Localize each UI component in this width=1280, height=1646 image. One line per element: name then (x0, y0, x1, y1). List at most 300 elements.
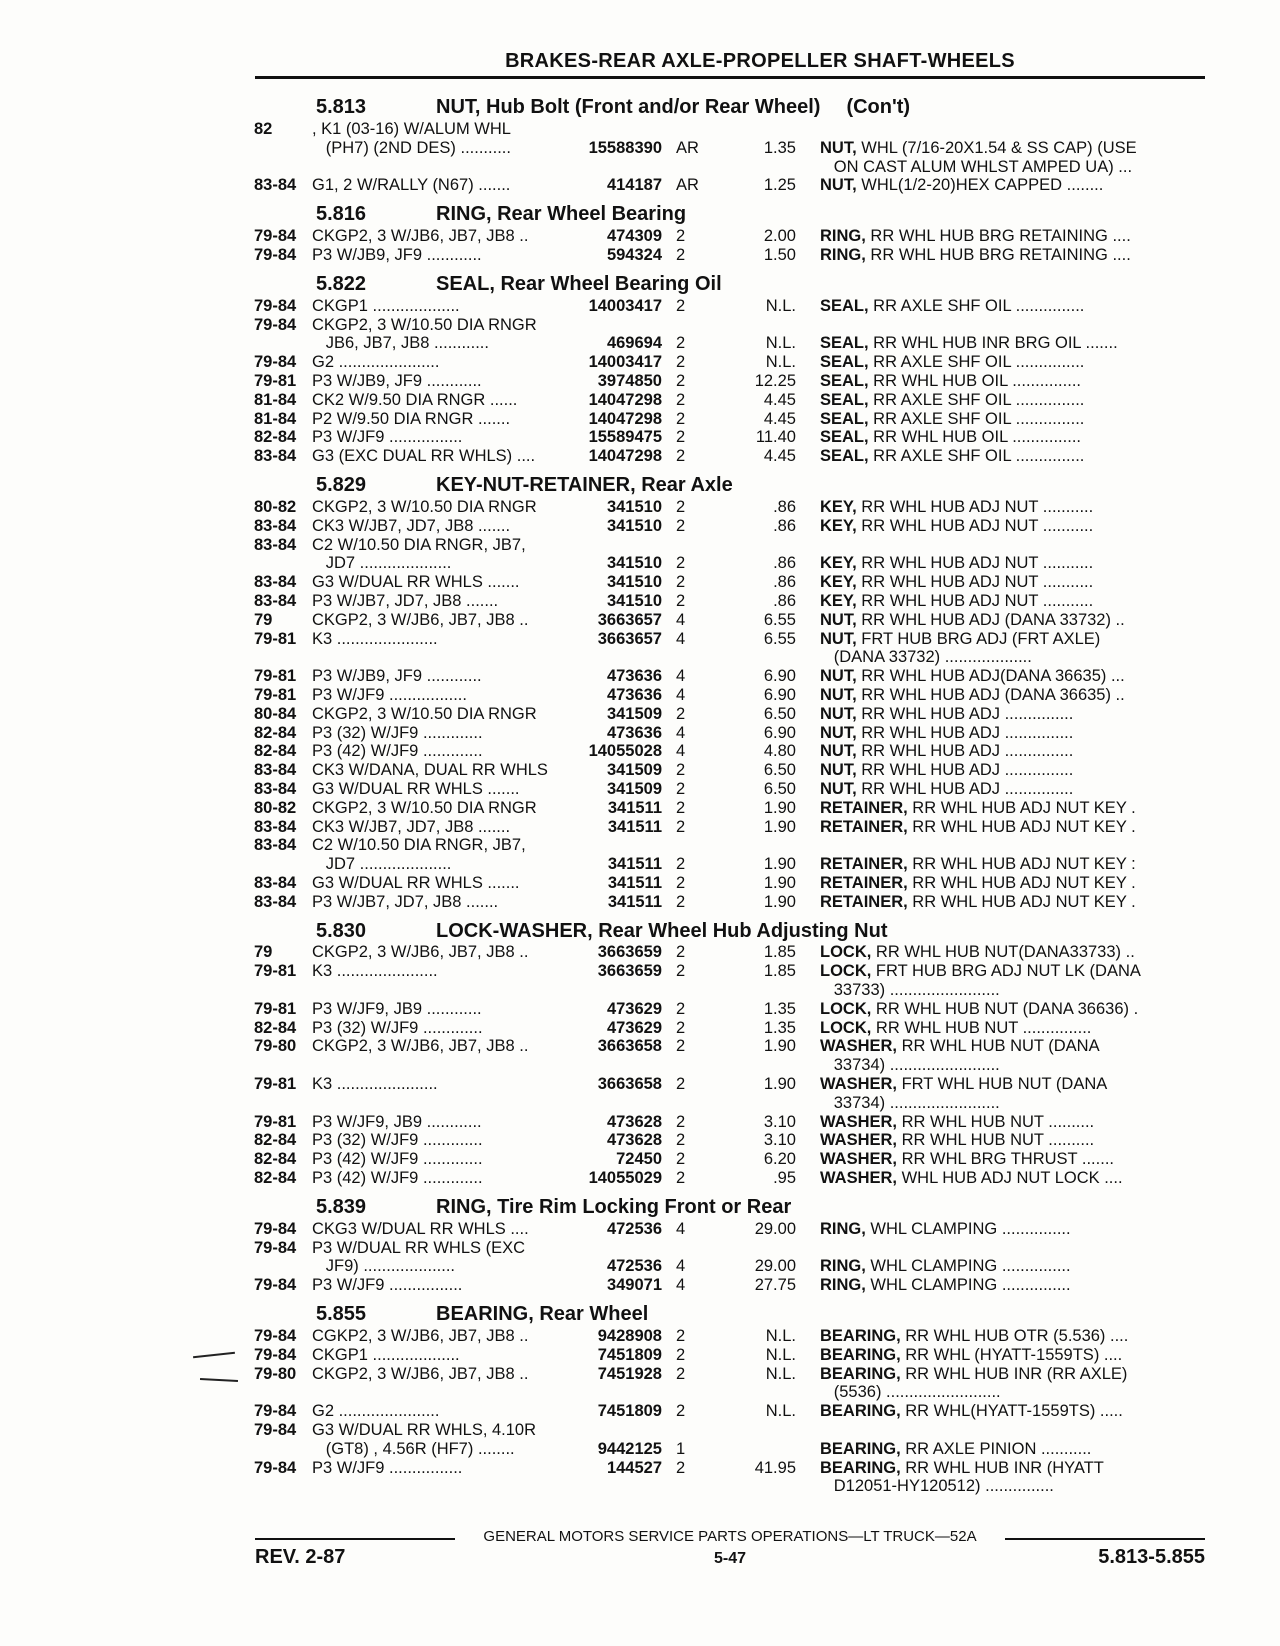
quantity: 2 (676, 409, 686, 428)
part-name (796, 705, 1210, 724)
model-years: 79-80 (254, 1037, 297, 1056)
part-number: 3663659 (597, 943, 662, 962)
section-code: 5.813 (316, 96, 367, 119)
part-name-keyword: BEARING, (820, 1327, 901, 1346)
part-name-keyword: NUT, (820, 779, 857, 798)
price: 1.85 (763, 943, 796, 962)
model-years: 79-84 (254, 227, 297, 246)
application: CKGP2, 3 W/JB6, JB7, JB8 .. (312, 227, 529, 246)
part-number: 472536 (606, 1219, 662, 1238)
part-name-detail: RR WHL (HYATT-1559TS) .... (900, 1345, 1123, 1364)
quantity: 2 (676, 497, 686, 516)
application: P3 W/JF9 ................ (312, 428, 463, 447)
part-number: 3974850 (597, 371, 662, 390)
quantity: 2 (676, 962, 686, 981)
price: 1.90 (763, 892, 796, 911)
part-name-detail: RR WHL HUB ADJ (DANA 36635) .. (856, 685, 1125, 704)
section-code: 5.822 (316, 272, 367, 295)
section-title: RING, Rear Wheel Bearing (436, 203, 687, 226)
parts-row (254, 799, 1210, 818)
application: P2 W/9.50 DIA RNGR ....... (312, 409, 511, 428)
model-years: 79-84 (254, 1327, 297, 1346)
part-name-keyword: BEARING, (820, 1458, 901, 1477)
model-years: 79-84 (254, 1238, 297, 1257)
quantity: 2 (676, 1112, 686, 1131)
parts-row (254, 630, 1210, 649)
application: P3 W/JF9, JB9 ............ (312, 999, 482, 1018)
part-name-keyword: BEARING, (820, 1345, 901, 1364)
application: JB6, JB7, JB8 ............ (312, 334, 489, 353)
part-number: 14003417 (588, 296, 662, 315)
part-name (796, 1440, 1210, 1459)
application: CKGP2, 3 W/JB6, JB7, JB8 .. (312, 610, 529, 629)
part-name (796, 724, 1210, 743)
part-name (796, 1131, 1210, 1150)
revision-label: REV. 2-87 (255, 1546, 346, 1568)
parts-row (254, 139, 1210, 158)
part-name-detail: 33734) ........................ (820, 1093, 1000, 1112)
model-years: 83-84 (254, 516, 297, 535)
part-number: 3663659 (597, 962, 662, 981)
part-name (796, 428, 1210, 447)
part-number: 3663658 (597, 1075, 662, 1094)
price: 41.95 (754, 1458, 796, 1477)
parts-row (254, 1327, 1210, 1346)
parts-row (254, 498, 1210, 517)
application: P3 W/JB7, JD7, JB8 ....... (312, 892, 499, 911)
part-number: 473629 (606, 1018, 662, 1037)
model-years: 79-84 (254, 1276, 297, 1295)
part-name-detail: RR AXLE SHF OIL ............... (868, 409, 1085, 428)
parts-row (254, 1239, 1210, 1258)
part-name-keyword: NUT, (820, 176, 857, 195)
quantity: 2 (676, 943, 686, 962)
application: P3 (42) W/JF9 ............. (312, 1150, 483, 1169)
part-name-keyword: BEARING, (820, 1439, 901, 1458)
price: 4.45 (763, 390, 796, 409)
quantity: 2 (676, 447, 686, 466)
model-years: 79-84 (254, 1402, 297, 1421)
part-name-keyword: NUT, (820, 685, 857, 704)
price: 2.00 (763, 227, 796, 246)
model-years: 83-84 (254, 591, 297, 610)
part-name-keyword: NUT, (820, 629, 857, 648)
model-years: 79-81 (254, 1075, 297, 1094)
parts-row (254, 1075, 1210, 1094)
part-name-keyword: KEY, (820, 554, 857, 573)
part-name (796, 297, 1210, 316)
part-number: 472536 (606, 1257, 662, 1276)
price: 1.90 (763, 873, 796, 892)
parts-row (254, 761, 1210, 780)
parts-row (254, 1346, 1210, 1365)
part-name (796, 372, 1210, 391)
parts-row (254, 1019, 1210, 1038)
quantity: 2 (676, 817, 686, 836)
part-name-detail: RR WHL HUB ADJ(DANA 36635) ... (856, 667, 1125, 686)
parts-row (254, 943, 1210, 962)
application: P3 W/DUAL RR WHLS (EXC (312, 1238, 526, 1257)
part-name-detail: RR WHL HUB ADJ NUT KEY . (907, 873, 1136, 892)
price: 4.45 (763, 409, 796, 428)
price: .86 (773, 497, 796, 516)
part-name-detail: RR WHL HUB OIL ............... (868, 371, 1081, 390)
price: 1.90 (763, 1037, 796, 1056)
part-name-keyword: RING, (820, 1219, 866, 1238)
quantity: 2 (676, 516, 686, 535)
parts-row (254, 246, 1210, 265)
part-name-detail: RR WHL HUB NUT .......... (897, 1131, 1095, 1150)
section-heading (254, 1295, 1210, 1327)
parts-row (254, 1037, 1210, 1056)
part-name (796, 573, 1210, 592)
parts-row (254, 536, 1210, 555)
section-title: BEARING, Rear Wheel (436, 1303, 649, 1326)
part-name-keyword: NUT, (820, 610, 857, 629)
section-title: NUT, Hub Bolt (Front and/or Rear Wheel) (436, 96, 821, 119)
part-name-detail: RR WHL HUB ADJ ............... (856, 704, 1074, 723)
application: P3 (42) W/JF9 ............. (312, 742, 483, 761)
part-number: 9428908 (597, 1327, 662, 1346)
quantity: 2 (676, 1402, 686, 1421)
part-name (796, 1000, 1210, 1019)
part-number: 7451809 (597, 1345, 662, 1364)
part-number: 3663657 (597, 629, 662, 648)
part-name (796, 630, 1210, 649)
price: N.L. (765, 334, 796, 353)
section-title: SEAL, Rear Wheel Bearing Oil (436, 272, 722, 295)
part-number: 14055029 (588, 1169, 662, 1188)
model-years: 82 (254, 120, 273, 138)
part-name (796, 158, 1210, 177)
application: CKGP2, 3 W/10.50 DIA RNGR (312, 798, 537, 817)
application: JD7 .................... (312, 554, 452, 573)
application: P3 (32) W/JF9 ............. (312, 1018, 483, 1037)
parts-row (254, 1459, 1210, 1478)
part-name-detail: (5536) ......................... (820, 1383, 1001, 1402)
model-years: 82-84 (254, 1169, 297, 1188)
application: G1, 2 W/RALLY (N67) ....... (312, 176, 511, 195)
quantity: 4 (676, 629, 686, 648)
parts-row (254, 1169, 1210, 1188)
part-name-keyword: RING, (820, 1257, 866, 1276)
parts-row (254, 1131, 1210, 1150)
part-name (796, 353, 1210, 372)
price: 1.35 (763, 999, 796, 1018)
application: CKGP2, 3 W/JB6, JB7, JB8 .. (312, 1037, 529, 1056)
price: 4.45 (763, 447, 796, 466)
application: JF9) .................... (312, 1257, 456, 1276)
part-name-keyword: NUT, (820, 723, 857, 742)
part-name (796, 410, 1210, 429)
quantity: 2 (676, 428, 686, 447)
part-name-keyword: SEAL, (820, 409, 869, 428)
part-name-detail: RR AXLE SHF OIL ............... (868, 353, 1085, 372)
section-heading (254, 466, 1210, 498)
part-name (796, 648, 1210, 667)
quantity: 2 (676, 353, 686, 372)
part-name-keyword: KEY, (820, 497, 857, 516)
part-name (796, 554, 1210, 573)
model-years: 83-84 (254, 892, 297, 911)
part-name-keyword: RING, (820, 227, 866, 246)
parts-catalog (254, 88, 1210, 1496)
quantity: 1 (676, 1439, 686, 1458)
price: 1.50 (763, 245, 796, 264)
parts-row (254, 874, 1210, 893)
part-name (796, 1365, 1210, 1384)
quantity: 2 (676, 591, 686, 610)
application: G3 W/DUAL RR WHLS, 4.10R (312, 1421, 537, 1440)
section-code: 5.855 (316, 1303, 367, 1326)
model-years: 82-84 (254, 1018, 297, 1037)
part-name (796, 246, 1210, 265)
model-years: 79-81 (254, 962, 297, 981)
parts-row (254, 836, 1210, 855)
price: 29.00 (754, 1219, 796, 1238)
part-number: 341511 (607, 817, 662, 836)
model-years: 83-84 (254, 817, 297, 836)
price: 1.90 (763, 798, 796, 817)
parts-row (254, 855, 1210, 874)
part-name-keyword: WASHER, (820, 1169, 898, 1188)
parts-row (254, 962, 1210, 981)
application: CKG3 W/DUAL RR WHLS .... (312, 1219, 529, 1238)
price: 1.90 (763, 855, 796, 874)
part-name-detail: RR AXLE SHF OIL ............... (868, 447, 1085, 466)
part-number: 7451928 (597, 1364, 662, 1383)
model-years: 81-84 (254, 409, 297, 428)
model-years: 83-84 (254, 761, 297, 780)
part-name (796, 227, 1210, 246)
part-name-detail: RR WHL(HYATT-1559TS) ..... (900, 1402, 1123, 1421)
part-number: 9442125 (597, 1439, 662, 1458)
part-name (796, 855, 1210, 874)
application: G3 W/DUAL RR WHLS ....... (312, 873, 520, 892)
part-number: 474309 (606, 227, 662, 246)
part-name-detail: RR WHL HUB OIL ............... (868, 428, 1081, 447)
model-years: 79-81 (254, 1112, 297, 1131)
parts-row (254, 176, 1210, 195)
page-header (255, 48, 1205, 79)
footer-publisher: GENERAL MOTORS SERVICE PARTS OPERATIONS—LT TRUCK—52A (483, 1528, 977, 1545)
application: CKGP2, 3 W/JB6, JB7, JB8 .. (312, 1364, 529, 1383)
price: .86 (773, 554, 796, 573)
part-number: 349071 (606, 1276, 662, 1295)
application: G2 ...................... (312, 1402, 440, 1421)
part-name-keyword: NUT, (820, 667, 857, 686)
parts-row (254, 818, 1210, 837)
quantity: 2 (676, 892, 686, 911)
part-name-detail: RR AXLE SHF OIL ............... (868, 390, 1085, 409)
application: CK3 W/JB7, JD7, JB8 ....... (312, 817, 511, 836)
parts-row (254, 1094, 1210, 1113)
part-name-detail: RR WHL HUB ADJ (DANA 33732) .. (856, 610, 1125, 629)
quantity: 2 (676, 334, 686, 353)
part-name-detail: ON CAST ALUM WHLST AMPED UA) ... (820, 157, 1133, 176)
part-name (796, 1346, 1210, 1365)
quantity: 2 (676, 873, 686, 892)
part-number: 341511 (607, 798, 662, 817)
price: .95 (773, 1169, 796, 1188)
parts-row (254, 1402, 1210, 1421)
part-number: 3663657 (597, 610, 662, 629)
parts-row (254, 158, 1210, 177)
price: 1.35 (763, 1018, 796, 1037)
model-years: 79-80 (254, 1364, 297, 1383)
part-number: 341511 (607, 892, 662, 911)
part-name-detail: RR WHL HUB INR (HYATT (900, 1458, 1104, 1477)
part-name-detail: WHL HUB ADJ NUT LOCK .... (897, 1169, 1123, 1188)
part-number: 72450 (616, 1150, 662, 1169)
part-name-keyword: SEAL, (820, 428, 869, 447)
page-footer (255, 1528, 1205, 1588)
footer-rule (255, 1538, 455, 1540)
model-years: 83-84 (254, 779, 297, 798)
model-years: 82-84 (254, 742, 297, 761)
part-name-detail: RR WHL HUB NUT (DANA (897, 1037, 1100, 1056)
model-years: 82-84 (254, 723, 297, 742)
quantity: 2 (676, 1150, 686, 1169)
parts-row (254, 1276, 1210, 1295)
margin-mark (193, 1352, 235, 1358)
quantity: 4 (676, 667, 686, 686)
application: G2 ...................... (312, 353, 440, 372)
price: 6.55 (763, 629, 796, 648)
part-name-detail: RR WHL HUB OTR (5.536) .... (900, 1327, 1129, 1346)
page-title: BRAKES-REAR AXLE-PROPELLER SHAFT-WHEELS (505, 50, 1015, 72)
price: N.L. (765, 1345, 796, 1364)
part-name-keyword: SEAL, (820, 334, 869, 353)
part-number: 7451809 (597, 1402, 662, 1421)
part-name (796, 1327, 1210, 1346)
quantity: 2 (676, 245, 686, 264)
model-years: 80-84 (254, 704, 297, 723)
part-name (796, 962, 1210, 981)
price: 6.50 (763, 704, 796, 723)
part-name-detail: (DANA 33732) ................... (820, 648, 1032, 667)
quantity: 2 (676, 1458, 686, 1477)
quantity: 2 (676, 999, 686, 1018)
part-name-keyword: WASHER, (820, 1150, 898, 1169)
part-name (796, 1220, 1210, 1239)
price: N.L. (765, 1402, 796, 1421)
part-number: 473628 (606, 1131, 662, 1150)
quantity: 2 (676, 371, 686, 390)
quantity: 2 (676, 296, 686, 315)
part-number: 341509 (606, 761, 662, 780)
parts-row (254, 724, 1210, 743)
price: 1.90 (763, 1075, 796, 1094)
part-name (796, 780, 1210, 799)
part-name (796, 1113, 1210, 1132)
part-name-detail: 33734) ........................ (820, 1056, 1000, 1075)
application: P3 W/JB9, JF9 ............ (312, 667, 482, 686)
application: (GT8) , 4.56R (HF7) ........ (312, 1439, 515, 1458)
price: N.L. (765, 296, 796, 315)
part-name-keyword: BEARING, (820, 1364, 901, 1383)
part-number: 341510 (606, 516, 662, 535)
section-heading (254, 911, 1210, 943)
price: 6.50 (763, 761, 796, 780)
part-name (796, 943, 1210, 962)
parts-row (254, 1477, 1210, 1496)
application: CK2 W/9.50 DIA RNGR ...... (312, 390, 518, 409)
parts-row (254, 1056, 1210, 1075)
part-name-keyword: BEARING, (820, 1402, 901, 1421)
part-name-keyword: RING, (820, 245, 866, 264)
part-name (796, 498, 1210, 517)
part-name-keyword: SEAL, (820, 371, 869, 390)
application: CGKP2, 3 W/JB6, JB7, JB8 .. (312, 1327, 529, 1346)
model-years: 83-84 (254, 535, 297, 554)
part-name-keyword: LOCK, (820, 1018, 872, 1037)
application: P3 W/JB7, JD7, JB8 ....... (312, 591, 499, 610)
application: G3 W/DUAL RR WHLS ....... (312, 779, 520, 798)
application: P3 W/JB9, JF9 ............ (312, 245, 482, 264)
quantity: 2 (676, 1327, 686, 1346)
parts-row (254, 686, 1210, 705)
part-name-detail: RR WHL HUB ADJ ............... (856, 723, 1074, 742)
model-years: 79-81 (254, 629, 297, 648)
parts-row (254, 780, 1210, 799)
model-years: 79-84 (254, 1421, 297, 1440)
part-name-detail: RR WHL HUB ADJ NUT KEY . (907, 817, 1136, 836)
part-name-keyword: RETAINER, (820, 855, 908, 874)
part-number: 473628 (606, 1112, 662, 1131)
parts-row (254, 893, 1210, 912)
part-name-detail: RR WHL HUB ADJ NUT KEY : (907, 855, 1136, 874)
part-name-detail: RR WHL HUB BRG RETAINING .... (865, 245, 1131, 264)
price: N.L. (765, 353, 796, 372)
parts-row (254, 227, 1210, 246)
parts-row (254, 428, 1210, 447)
part-name (796, 981, 1210, 1000)
application: P3 W/JF9 ................. (312, 685, 467, 704)
application: G3 W/DUAL RR WHLS ....... (312, 573, 520, 592)
part-name-keyword: NUT, (820, 742, 857, 761)
model-years: 79-84 (254, 245, 297, 264)
part-name-detail: RR AXLE PINION ........... (900, 1439, 1092, 1458)
model-years: 83-84 (254, 176, 297, 195)
part-name-detail: RR WHL HUB NUT (DANA 36636) . (871, 999, 1139, 1018)
quantity: 4 (676, 723, 686, 742)
part-name (796, 1383, 1210, 1402)
price: 1.25 (763, 176, 796, 195)
part-name-detail: RR WHL HUB ADJ ............... (856, 742, 1074, 761)
model-years: 82-84 (254, 1150, 297, 1169)
part-name (796, 667, 1210, 686)
quantity: 2 (676, 554, 686, 573)
section-code: 5.839 (316, 1196, 367, 1219)
part-name-detail: RR WHL HUB NUT .......... (897, 1112, 1095, 1131)
parts-row (254, 554, 1210, 573)
part-number: 15588390 (588, 138, 662, 157)
model-years: 79-84 (254, 1219, 297, 1238)
part-name (796, 334, 1210, 353)
part-name (796, 391, 1210, 410)
part-name-detail: RR WHL HUB ADJ NUT ........... (856, 516, 1094, 535)
part-name (796, 1150, 1210, 1169)
model-years: 79-81 (254, 371, 297, 390)
part-name (796, 799, 1210, 818)
parts-row (254, 372, 1210, 391)
parts-row (254, 1440, 1210, 1459)
quantity: 2 (676, 1169, 686, 1188)
model-years: 80-82 (254, 497, 297, 516)
part-name-keyword: KEY, (820, 591, 857, 610)
part-name-keyword: RETAINER, (820, 892, 908, 911)
